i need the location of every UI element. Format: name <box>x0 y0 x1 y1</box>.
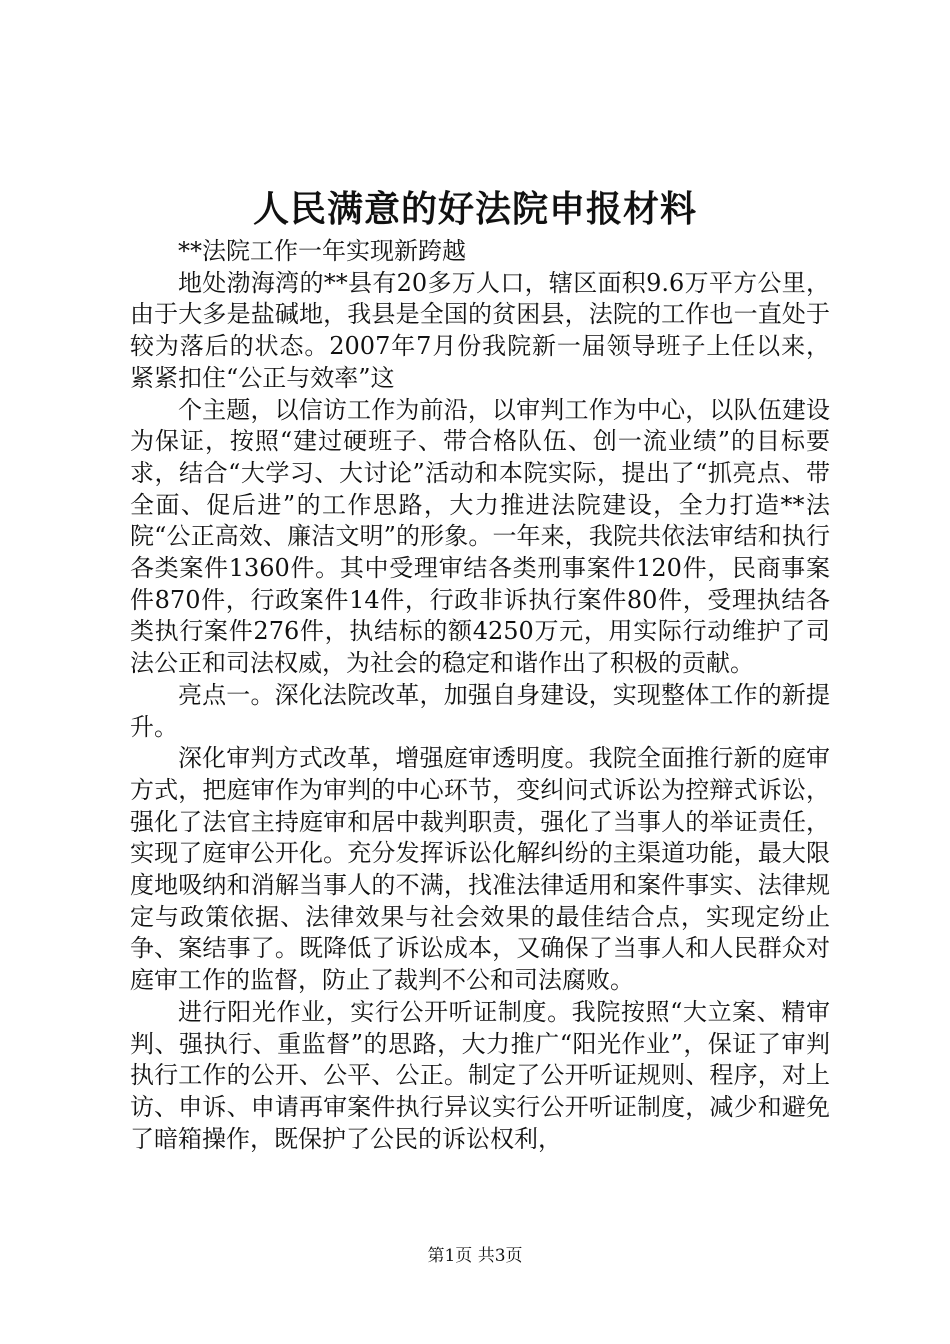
document-body <box>130 236 830 1155</box>
body-paragraph: 个主题，以信访工作为前沿，以审判工作为中心，以队伍建设为保证，按照“建过硬班子、带合格队伍、创一流业绩”的目标要求，结合“大学习、大讨论”活动和本院实际，提出了“抓亮点、带全面、促后进”的工作思路，大力推进法院建设，全力打造**法院“公正高效、廉洁文明”的形象。一年来，我院共依法审结和执行各类案件1360件。其中受理审结各类刑事案件120件，民商事案件870件，行政案件14件，行政非诉执行案件80件，受理执结各类执行案件276件，执结标的额4250万元，用实际行动维护了司法公正和司法权威，为社会的稳定和谐作出了积极的贡献。 <box>130 395 830 678</box>
document-title: 人民满意的好法院申报材料 <box>252 188 697 230</box>
page-number-footer: 第1页 共3页 <box>427 1246 523 1266</box>
body-paragraph: 深化审判方式改革，增强庭审透明度。我院全面推行新的庭审方式，把庭审作为审判的中心环节，变纠问式诉讼为控辩式诉讼，强化了法官主持庭审和居中裁判职责，强化了当事人的举证责任，实现了庭审公开化。充分发挥诉讼化解纠纷的主渠道功能，最大限度地吸纳和消解当事人的不满，找准法律适用和案件事实、法律规定与政策依据、法律效果与社会效果的最佳结合点，实现定纷止争、案结事了。既降低了诉讼成本，又确保了当事人和人民群众对庭审工作的监督，防止了裁判不公和司法腐败。 <box>130 744 830 995</box>
subtitle-paragraph: **法院工作一年实现新跨越 <box>178 237 466 265</box>
body-paragraph: 地处渤海湾的**县有20多万人口，辖区面积9.6万平方公里，由于大多是盐碱地，我县是全国的贫困县，法院的工作也一直处于较为落后的状态。2007年7月份我院新一届领导班子上任以来，紧紧扣住“公正与效率”这 <box>130 268 830 392</box>
section-heading-paragraph: 亮点一。深化法院改革，加强自身建设，实现整体工作的新提升。 <box>130 680 830 741</box>
body-paragraph: 进行阳光作业，实行公开听证制度。我院按照“大立案、精审判、强执行、重监督”的思路，大力推广“阳光作业”，保证了审判执行工作的公开、公平、公正。制定了公开听证规则、程序，对上访、申诉、申请再审案件执行异议实行公开听证制度，减少和避免了暗箱操作，既保护了公民的诉讼权利， <box>130 997 830 1153</box>
